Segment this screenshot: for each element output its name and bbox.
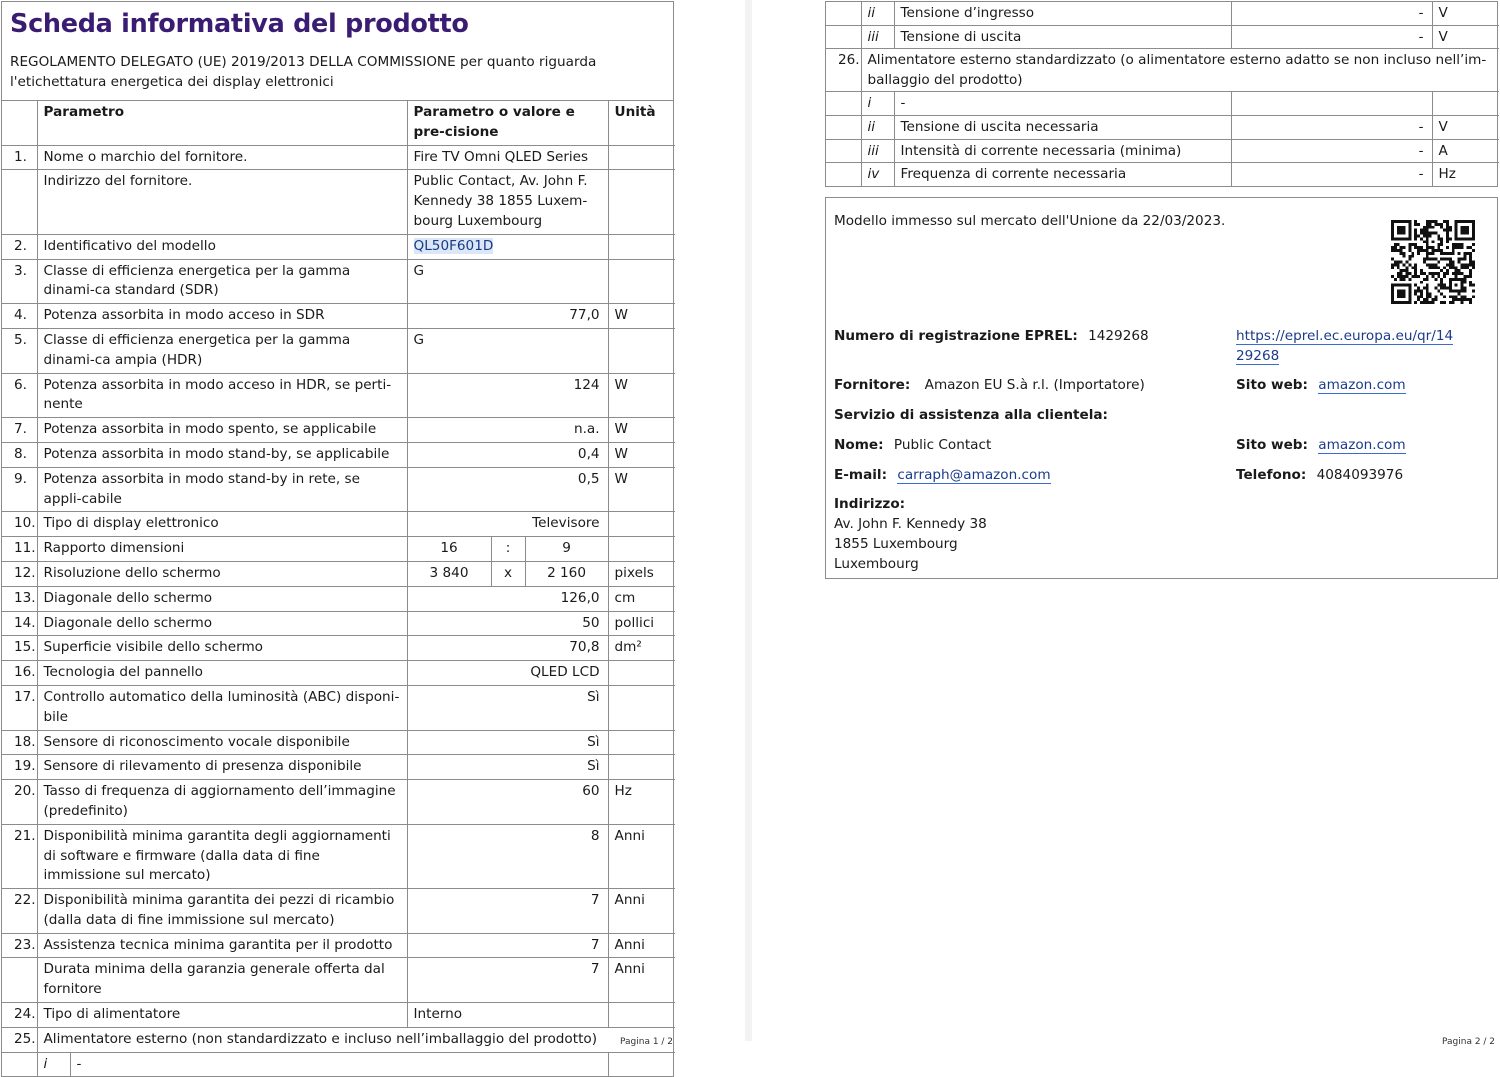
row-number: 25. bbox=[2, 1027, 37, 1052]
row-number bbox=[2, 170, 37, 234]
table-row bbox=[2, 1027, 675, 1052]
subtitle-line-1: REGOLAMENTO DELEGATO (UE) 2019/2013 DELLA COMMISSIONE per quanto riguarda bbox=[10, 54, 597, 70]
row-number: 22. bbox=[2, 889, 37, 934]
email-row bbox=[834, 465, 1051, 485]
row-parameter: Alimentatore esterno standardizzato (o alimentatore esterno adatto se non incluso nell’im-ballaggio del prodotto) bbox=[861, 49, 1499, 92]
table-row bbox=[826, 139, 1499, 163]
row-parameter: Risoluzione dello schermo bbox=[37, 561, 407, 586]
table-row bbox=[2, 170, 675, 234]
phone-value: 4084093976 bbox=[1316, 467, 1404, 483]
row-number: 8. bbox=[2, 442, 37, 467]
row-value: 126,0 bbox=[407, 586, 608, 611]
row-subindex: ii bbox=[861, 115, 894, 139]
row-subindex: i bbox=[37, 1052, 70, 1076]
row-number: 13. bbox=[2, 586, 37, 611]
row-number-cell bbox=[826, 115, 861, 139]
table-row bbox=[826, 163, 1499, 186]
row-number: 11. bbox=[2, 537, 37, 562]
row-unit bbox=[608, 1003, 675, 1028]
row-unit: Anni bbox=[608, 933, 675, 958]
row-parameter: Sensore di rilevamento di presenza disponibile bbox=[37, 755, 407, 780]
table-row bbox=[2, 234, 675, 259]
row-unit bbox=[608, 537, 675, 562]
row-value: 7 bbox=[407, 933, 608, 958]
row-parameter: Identificativo del modello bbox=[37, 234, 407, 259]
row-parameter: Intensità di corrente necessaria (minima) bbox=[894, 139, 1231, 163]
row-unit bbox=[608, 234, 675, 259]
page-2-footer: Pagina 2 / 2 bbox=[1442, 1037, 1496, 1047]
row-value: Interno bbox=[407, 1003, 608, 1028]
row-value: - bbox=[1231, 139, 1432, 163]
table-row bbox=[2, 685, 675, 730]
service-website-link[interactable]: amazon.com bbox=[1318, 437, 1406, 453]
row-unit: Anni bbox=[608, 824, 675, 888]
row-number: 20. bbox=[2, 780, 37, 825]
qr-code-icon[interactable] bbox=[1390, 220, 1476, 304]
row-number: 16. bbox=[2, 661, 37, 686]
row-parameter: Tipo di alimentatore bbox=[37, 1003, 407, 1028]
row-number: 14. bbox=[2, 611, 37, 636]
row-parameter: Potenza assorbita in modo stand-by in rete, se appli-cabile bbox=[37, 467, 407, 512]
row-number: 5. bbox=[2, 328, 37, 373]
eprel-link-line-1[interactable]: https://eprel.ec.europa.eu/qr/14 bbox=[1236, 328, 1454, 344]
table-row bbox=[2, 958, 675, 1003]
row-unit: W bbox=[608, 418, 675, 443]
table-row bbox=[826, 25, 1499, 49]
table-row bbox=[2, 661, 675, 686]
table-row bbox=[826, 2, 1499, 25]
table-row bbox=[826, 49, 1499, 92]
row-parameter: Tensione di uscita bbox=[894, 25, 1231, 49]
eprel-link[interactable] bbox=[1236, 326, 1453, 366]
row-subindex: i bbox=[861, 92, 894, 116]
row-value: 60 bbox=[407, 780, 608, 825]
row-subindex: iii bbox=[861, 139, 894, 163]
row-parameter: Diagonale dello schermo bbox=[37, 586, 407, 611]
row-value bbox=[407, 234, 608, 259]
row-value: 124 bbox=[407, 373, 608, 418]
table-row bbox=[2, 730, 675, 755]
row-unit: Anni bbox=[608, 958, 675, 1003]
row-value: - bbox=[1231, 2, 1432, 25]
row-unit: A bbox=[1432, 139, 1499, 163]
address-line-1: Av. John F. Kennedy 38 bbox=[834, 516, 987, 532]
supplier-row bbox=[834, 375, 1145, 395]
row-number: 9. bbox=[2, 467, 37, 512]
row-parameter: Alimentatore esterno (non standardizzato e incluso nell’imballaggio del prodotto) bbox=[37, 1027, 675, 1052]
row-unit: W bbox=[608, 304, 675, 329]
supplier-label: Fornitore: bbox=[834, 377, 911, 393]
row-parameter: Potenza assorbita in modo acceso in SDR bbox=[37, 304, 407, 329]
power-supply-table-continued bbox=[825, 1, 1498, 187]
table-row bbox=[2, 512, 675, 537]
row-number: 4. bbox=[2, 304, 37, 329]
service-website-label: Sito web: bbox=[1236, 437, 1308, 453]
parameter-table bbox=[2, 101, 675, 1076]
header-number-cell bbox=[2, 101, 37, 145]
table-row bbox=[2, 561, 675, 586]
row-unit: Anni bbox=[608, 889, 675, 934]
row-value: G bbox=[407, 259, 608, 304]
row-parameter: Indirizzo del fornitore. bbox=[37, 170, 407, 234]
power-supply-table bbox=[826, 2, 1499, 186]
row-unit bbox=[608, 755, 675, 780]
row-number: 15. bbox=[2, 636, 37, 661]
row-number: 2. bbox=[2, 234, 37, 259]
row-number: 17. bbox=[2, 685, 37, 730]
row-unit: pixels bbox=[608, 561, 675, 586]
row-number bbox=[2, 958, 37, 1003]
row-number-cell bbox=[826, 2, 861, 25]
table-row bbox=[2, 537, 675, 562]
row-value: Fire TV Omni QLED Series bbox=[407, 145, 608, 170]
row-unit bbox=[1432, 92, 1499, 116]
email-label: E-mail: bbox=[834, 467, 888, 483]
supplier-website-row bbox=[1236, 375, 1406, 395]
header-value: Parametro o valore e pre-cisione bbox=[407, 101, 608, 145]
row-number: 24. bbox=[2, 1003, 37, 1028]
row-value: Televisore bbox=[407, 512, 608, 537]
row-parameter: Frequenza di corrente necessaria bbox=[894, 163, 1231, 186]
row-value: Sì bbox=[407, 755, 608, 780]
market-date: Modello immesso sul mercato dell'Unione da 22/03/2023. bbox=[834, 213, 1226, 229]
row-parameter: Nome o marchio del fornitore. bbox=[37, 145, 407, 170]
row-parameter: Assistenza tecnica minima garantita per il prodotto bbox=[37, 933, 407, 958]
row-parameter: Potenza assorbita in modo spento, se applicabile bbox=[37, 418, 407, 443]
table-row bbox=[2, 304, 675, 329]
row-value: 77,0 bbox=[407, 304, 608, 329]
row-value: Sì bbox=[407, 685, 608, 730]
row-unit bbox=[608, 170, 675, 234]
website-link[interactable]: amazon.com bbox=[1318, 377, 1406, 393]
row-unit bbox=[608, 145, 675, 170]
row-number: 19. bbox=[2, 755, 37, 780]
row-parameter: - bbox=[70, 1052, 608, 1076]
title-block bbox=[2, 2, 673, 101]
row-value-b: 2 160 bbox=[525, 561, 608, 586]
table-row bbox=[2, 373, 675, 418]
document-title: Scheda informativa del prodotto bbox=[10, 9, 469, 39]
row-unit: V bbox=[1432, 2, 1499, 25]
row-value: Sì bbox=[407, 730, 608, 755]
table-row bbox=[2, 1052, 675, 1076]
table-row bbox=[2, 755, 675, 780]
row-parameter: Classe di efficienza energetica per la gamma dinami-ca standard (SDR) bbox=[37, 259, 407, 304]
name-value: Public Contact bbox=[893, 437, 992, 453]
row-value: Public Contact, Av. John F. Kennedy 38 1855 Luxem-bourg Luxembourg bbox=[407, 170, 608, 234]
row-value: - bbox=[1231, 163, 1432, 186]
row-parameter: Tecnologia del pannello bbox=[37, 661, 407, 686]
table-row bbox=[2, 328, 675, 373]
table-row bbox=[2, 418, 675, 443]
table-row bbox=[826, 115, 1499, 139]
table-row bbox=[2, 824, 675, 888]
row-value-a: 3 840 bbox=[407, 561, 491, 586]
page-1-footer: Pagina 1 / 2 bbox=[620, 1037, 674, 1047]
customer-service-heading: Servizio di assistenza alla clientela: bbox=[834, 407, 1108, 423]
row-number: 10. bbox=[2, 512, 37, 537]
email-link[interactable]: carraph@amazon.com bbox=[897, 467, 1051, 483]
row-subindex: iv bbox=[861, 163, 894, 186]
row-parameter: Tensione di uscita necessaria bbox=[894, 115, 1231, 139]
row-number: 12. bbox=[2, 561, 37, 586]
eprel-label: Numero di registrazione EPREL: bbox=[834, 328, 1078, 344]
row-parameter: Diagonale dello schermo bbox=[37, 611, 407, 636]
row-number: 23. bbox=[2, 933, 37, 958]
row-number: 7. bbox=[2, 418, 37, 443]
table-row bbox=[2, 780, 675, 825]
row-value: 50 bbox=[407, 611, 608, 636]
row-value: G bbox=[407, 328, 608, 373]
row-value: 8 bbox=[407, 824, 608, 888]
eprel-value: 1429268 bbox=[1088, 328, 1149, 344]
row-number-cell bbox=[2, 1052, 37, 1076]
table-row bbox=[2, 442, 675, 467]
name-label: Nome: bbox=[834, 437, 884, 453]
header-unit: Unità bbox=[608, 101, 675, 145]
page-gutter bbox=[745, 0, 752, 1041]
row-number: 21. bbox=[2, 824, 37, 888]
row-parameter: Controllo automatico della luminosità (ABC) disponi-bile bbox=[37, 685, 407, 730]
row-number: 18. bbox=[2, 730, 37, 755]
website-label: Sito web: bbox=[1236, 377, 1308, 393]
contact-name-row bbox=[834, 435, 991, 455]
header-parameter: Parametro bbox=[37, 101, 407, 145]
phone-row bbox=[1236, 465, 1403, 485]
row-parameter: - bbox=[894, 92, 1231, 116]
row-value: 7 bbox=[407, 889, 608, 934]
row-parameter: Tipo di display elettronico bbox=[37, 512, 407, 537]
table-row bbox=[2, 1003, 675, 1028]
table-row bbox=[2, 636, 675, 661]
row-parameter: Disponibilità minima garantita dei pezzi di ricambio (dalla data di fine immissione sul mercato) bbox=[37, 889, 407, 934]
row-value: 0,4 bbox=[407, 442, 608, 467]
table-row bbox=[2, 889, 675, 934]
row-unit: Hz bbox=[1438, 166, 1456, 183]
product-info-sheet bbox=[1, 1, 674, 1077]
supplier-info-box bbox=[825, 197, 1498, 579]
address-line-2: 1855 Luxembourg bbox=[834, 536, 958, 552]
row-number: 1. bbox=[2, 145, 37, 170]
row-number: 3. bbox=[2, 259, 37, 304]
subtitle-line-2: l'etichettatura energetica dei display elettronici bbox=[10, 74, 334, 90]
row-unit bbox=[608, 730, 675, 755]
service-website-row bbox=[1236, 435, 1406, 455]
page-1 bbox=[0, 0, 745, 1072]
row-parameter: Rapporto dimensioni bbox=[37, 537, 407, 562]
row-number: 26. bbox=[826, 49, 861, 92]
address-block bbox=[834, 494, 987, 574]
row-number: 6. bbox=[2, 373, 37, 418]
row-number-cell bbox=[826, 163, 861, 186]
row-number-cell bbox=[826, 92, 861, 116]
row-unit: V bbox=[1432, 25, 1499, 49]
table-row bbox=[2, 467, 675, 512]
row-parameter: Superficie visibile dello schermo bbox=[37, 636, 407, 661]
row-subindex: ii bbox=[861, 2, 894, 25]
row-unit bbox=[608, 259, 675, 304]
eprel-row bbox=[834, 326, 1149, 346]
row-parameter: Classe di efficienza energetica per la gamma dinami-ca ampia (HDR) bbox=[37, 328, 407, 373]
table-row bbox=[2, 145, 675, 170]
row-value: 0,5 bbox=[407, 467, 608, 512]
row-value: 70,8 bbox=[407, 636, 608, 661]
row-parameter: Disponibilità minima garantita degli aggiornamenti di software e firmware (dalla data di fine immissione sul mercato) bbox=[37, 824, 407, 888]
row-unit: W bbox=[608, 442, 675, 467]
eprel-link-line-2[interactable]: 29268 bbox=[1236, 348, 1280, 364]
row-unit: W bbox=[608, 467, 675, 512]
row-subindex: iii bbox=[861, 25, 894, 49]
row-value bbox=[1231, 92, 1432, 116]
row-parameter: Tasso di frequenza di aggiornamento dell’immagine (predefinito) bbox=[37, 780, 407, 825]
row-value: n.a. bbox=[407, 418, 608, 443]
row-parameter: Sensore di riconoscimento vocale disponibile bbox=[37, 730, 407, 755]
table-row bbox=[2, 586, 675, 611]
row-parameter: Durata minima della garanzia generale offerta dal fornitore bbox=[37, 958, 407, 1003]
row-parameter: Potenza assorbita in modo stand-by, se applicabile bbox=[37, 442, 407, 467]
row-parameter: Tensione d’ingresso bbox=[894, 2, 1231, 25]
supplier-value: Amazon EU S.à r.l. (Importatore) bbox=[924, 377, 1145, 393]
row-value-a: 16 bbox=[407, 537, 491, 562]
page-2 bbox=[752, 0, 1500, 1047]
address-line-3: Luxembourg bbox=[834, 556, 919, 572]
row-value: - bbox=[1231, 115, 1432, 139]
row-unit bbox=[608, 328, 675, 373]
row-unit: V bbox=[1432, 115, 1499, 139]
table-row bbox=[2, 259, 675, 304]
document-subtitle bbox=[10, 52, 665, 92]
row-value: 7 bbox=[407, 958, 608, 1003]
row-unit: pollici bbox=[608, 611, 675, 636]
table-header-row bbox=[2, 101, 675, 145]
address-label: Indirizzo: bbox=[834, 496, 906, 512]
table-row bbox=[2, 933, 675, 958]
row-parameter: Potenza assorbita in modo acceso in HDR, se perti-nente bbox=[37, 373, 407, 418]
row-unit: W bbox=[608, 373, 675, 418]
row-number-cell bbox=[826, 25, 861, 49]
row-value: QLED LCD bbox=[407, 661, 608, 686]
row-value-separator: x bbox=[491, 561, 525, 586]
row-unit bbox=[608, 685, 675, 730]
row-value: - bbox=[1231, 25, 1432, 49]
row-unit: Hz bbox=[608, 780, 675, 825]
row-value-b: 9 bbox=[525, 537, 608, 562]
row-unit: cm bbox=[608, 586, 675, 611]
table-row bbox=[826, 92, 1499, 116]
row-unit: dm² bbox=[608, 636, 675, 661]
model-identifier: QL50F601D bbox=[413, 237, 494, 254]
row-unit bbox=[608, 661, 675, 686]
phone-label: Telefono: bbox=[1236, 467, 1307, 483]
table-row bbox=[2, 611, 675, 636]
row-value-separator: : bbox=[491, 537, 525, 562]
row-number-cell bbox=[826, 139, 861, 163]
row-unit bbox=[608, 1052, 675, 1076]
row-unit bbox=[608, 512, 675, 537]
